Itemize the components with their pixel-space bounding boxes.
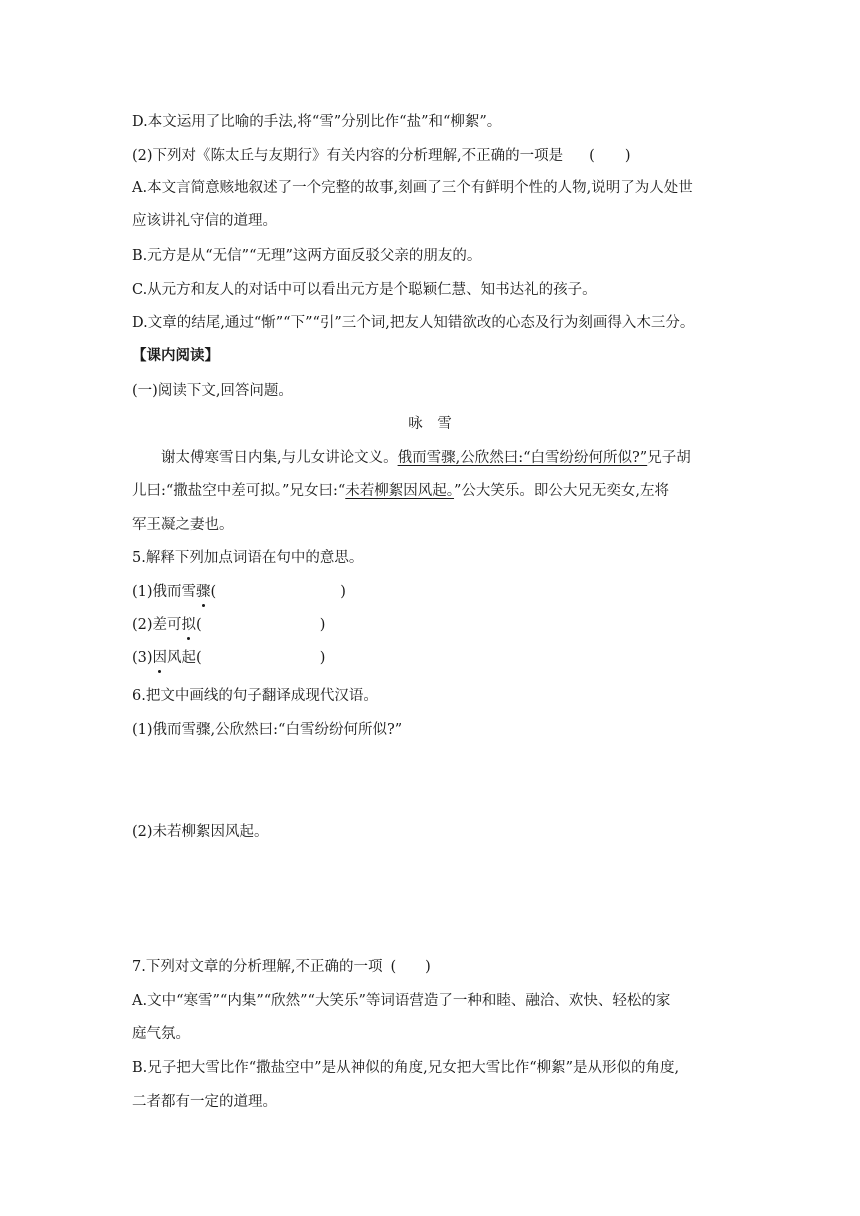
question-5: 5.解释下列加点词语在句中的意思。 bbox=[132, 550, 364, 566]
q5-item-2 bbox=[132, 615, 742, 635]
item-text: (3) bbox=[132, 650, 153, 666]
answer-paren-open: ( bbox=[589, 148, 595, 164]
blank-close: ) bbox=[319, 617, 326, 633]
passage-text: 兄子胡 bbox=[647, 450, 691, 466]
q2-option-a-line2: 应该讲礼守信的道理。 bbox=[132, 213, 277, 229]
q2-option-c: C.从元方和友人的对话中可以看出元方是个聪颖仁慧、知书达礼的孩子。 bbox=[132, 282, 597, 298]
question-2-text: (2)下列对《陈太丘与友期行》有关内容的分析理解,不正确的一项是 bbox=[132, 148, 564, 164]
underlined-sentence-2: 未若柳絮因风起。 bbox=[345, 483, 455, 499]
item-text: 风起 bbox=[167, 650, 197, 666]
dotted-word: 因 bbox=[152, 650, 168, 666]
q6-item-2: (2)未若柳絮因风起。 bbox=[132, 824, 269, 840]
q5-item-1 bbox=[132, 582, 742, 602]
item-text: (2)差可 bbox=[132, 617, 182, 633]
blank-open: ( bbox=[210, 584, 217, 600]
q6-item-1: (1)俄而雪骤,公欣然曰:“白雪纷纷何所似?” bbox=[132, 722, 403, 738]
q7-option-a-line1: A.文中“寒雪”“内集”“欣然”“大笑乐”等词语营造了一种和睦、融洽、欢快、轻松的家 bbox=[132, 993, 671, 1009]
sub-heading: (一)阅读下文,回答问题。 bbox=[132, 383, 293, 399]
q7-option-a-line2: 庭气氛。 bbox=[132, 1026, 190, 1042]
blank-open: ( bbox=[196, 617, 202, 633]
q2-option-b: B.元方是从“无信”“无理”这两方面反驳父亲的朋友的。 bbox=[132, 248, 482, 264]
blank-close: ) bbox=[340, 584, 346, 600]
question-6: 6.把文中画线的句子翻译成现代汉语。 bbox=[132, 688, 378, 704]
passage-text: 儿曰:“撒盐空中差可拟。”兄女曰:“ bbox=[132, 483, 346, 499]
passage-text: 谢太傅寒雪日内集,与儿女讲论文义。 bbox=[161, 450, 398, 466]
answer-paren-close: ) bbox=[624, 148, 631, 164]
blank-close: ) bbox=[319, 650, 326, 666]
q2-option-a-line1: A.本文言简意赅地叙述了一个完整的故事,刻画了三个有鲜明个性的人物,说明了为人处世 bbox=[132, 180, 693, 196]
passage-line-1 bbox=[161, 448, 741, 468]
passage-line-3: 军王凝之妻也。 bbox=[132, 517, 234, 533]
section-heading: 【课内阅读】 bbox=[132, 347, 219, 364]
question-7-text: 7.下列对文章的分析理解,不正确的一项 bbox=[132, 959, 383, 975]
passage-line-2 bbox=[132, 481, 742, 501]
item-text: (1)俄而雪 bbox=[132, 584, 197, 600]
q7-option-b-line1: B.兄子把大雪比作“撒盐空中”是从神似的角度,兄女把大雪比作“柳絮”是从形似的角度, bbox=[132, 1060, 680, 1076]
q2-option-d: D.文章的结尾,通过“惭”“下”“引”三个词,把友人知错欲改的心态及行为刻画得入木三分。 bbox=[132, 315, 695, 331]
question-7 bbox=[132, 957, 742, 977]
underlined-sentence-1: 俄而雪骤,公欣然曰:“白雪纷纷何所似?” bbox=[397, 450, 648, 466]
dotted-word: 骤 bbox=[196, 584, 211, 600]
passage-text: ”公大笑乐。即公大兄无奕女,左将 bbox=[454, 483, 670, 499]
q5-item-3 bbox=[132, 648, 742, 668]
passage-title: 咏 雪 bbox=[408, 416, 452, 432]
dotted-word: 拟 bbox=[181, 617, 197, 633]
question-2 bbox=[132, 146, 742, 166]
option-d-q1: D.本文运用了比喻的手法,将“雪”分别比作“盐”和“柳絮”。 bbox=[132, 114, 502, 130]
blank-open: ( bbox=[196, 650, 202, 666]
q7-option-b-line2: 二者都有一定的道理。 bbox=[132, 1094, 277, 1110]
answer-paren: ( ) bbox=[390, 959, 431, 975]
